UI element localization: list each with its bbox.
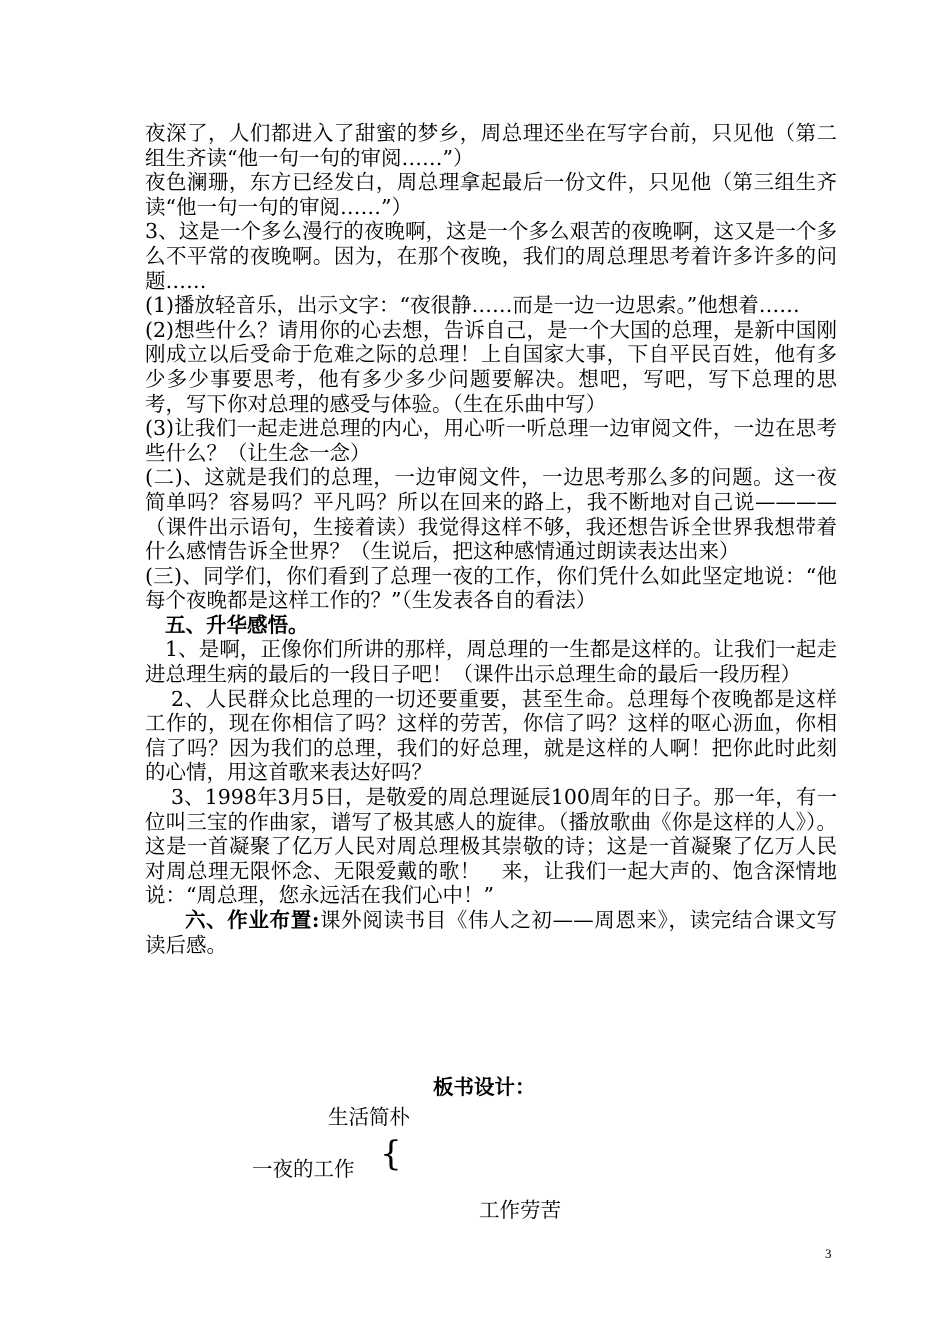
- paragraph: 夜色澜珊，东方已经发白，周总理拿起最后一份文件，只见他（第三组生齐读“他一句一句的审阅……”）: [145, 170, 837, 219]
- paragraph: (1)播放轻音乐，出示文字：“夜很静……而是一边一边思索。”他想着……: [145, 293, 800, 318]
- paragraph: (二)、这就是我们的总理，一边审阅文件，一边思考那么多的问题。这一夜简单吗？容易吗？平凡吗？所以在回来的路上，我不断地对自己说————（课件出示语句，生接着读）我觉得这样不够，我还想告诉全世界我想带着什么感情告诉全世界？（生说后，把这种感情通过朗读表达出来）: [145, 465, 837, 564]
- lesson-body: [145, 121, 837, 957]
- section-six-paragraph: [145, 908, 837, 957]
- board-bottom-item: 工作劳苦: [479, 1198, 561, 1222]
- section-six-heading: 六、作业布置:: [185, 908, 320, 932]
- paragraph: 夜深了，人们都进入了甜蜜的梦乡，周总理还坐在写字台前，只见他（第二组生齐读“他一句一句的审阅……”）: [145, 121, 837, 170]
- section-five-item: 2、人民群众比总理的一切还要重要，甚至生命。总理每个夜晚都是这样工作的，现在你相信了吗？这样的劳苦，你信了吗？这样的呕心沥血，你相信了吗？因为我们的总理，我们的好总理，就是这样的人啊！把你此时此刻的心情，用这首歌来表达好吗？: [145, 686, 837, 785]
- paragraph: (三)、同学们，你们看到了总理一夜的工作，你们凭什么如此坚定地说：“他每个夜晚都是这样工作的？”（生发表各自的看法）: [145, 563, 837, 613]
- paragraph: 3、这是一个多么漫行的夜晚啊，这是一个多么艰苦的夜晚啊，这又是一个多么不平常的夜晚啊。因为，在那个夜晚，我们的周总理思考着许多许多的问题……: [145, 219, 837, 293]
- brace-symbol: {: [380, 1134, 402, 1174]
- section-five-item: 3、1998年3月5日，是敬爱的周总理诞辰100周年的日子。那一年，有一位叫三宝的作曲家，谱写了极其感人的旋律。（播放歌曲《你是这样的人》）。这是一首凝聚了亿万人民对周总理极其崇敬的诗；这是一首凝聚了亿万人民对周总理无限怀念、无限爱戴的歌！ 来，让我们一起大声的、饱含深情地说：“周总理，您永远活在我们心中！”: [145, 785, 837, 908]
- board-center-item: 一夜的工作: [252, 1157, 355, 1181]
- section-five-heading: 五、升华感悟。: [165, 612, 309, 637]
- board-top-item: 生活简朴: [328, 1105, 410, 1129]
- board-design-title: 板书设计：: [433, 1075, 536, 1099]
- paragraph: (2)想些什么？请用你的心去想，告诉自己，是一个大国的总理，是新中国刚刚成立以后受命于危难之际的总理！上自国家大事，下自平民百姓，他有多少多少事要思考，他有多少多少问题要解决。想吧，写吧，写下总理的思考，写下你对总理的感受与体验。（生在乐曲中写）: [145, 317, 837, 416]
- section-six-text: 课外阅读书目《伟人之初——周恩来》，读完结合课文写读后感。: [145, 908, 837, 957]
- section-five-item: 1、是啊，正像你们所讲的那样，周总理的一生都是这样的。让我们一起走进总理生病的最后的一段日子吧！（课件出示总理生命的最后一段历程）: [145, 637, 837, 687]
- page-number: 3: [825, 1246, 832, 1261]
- paragraph: (3)让我们一起走进总理的内心，用心听一听总理一边审阅文件，一边在思考些什么？（让生念一念）: [145, 416, 837, 465]
